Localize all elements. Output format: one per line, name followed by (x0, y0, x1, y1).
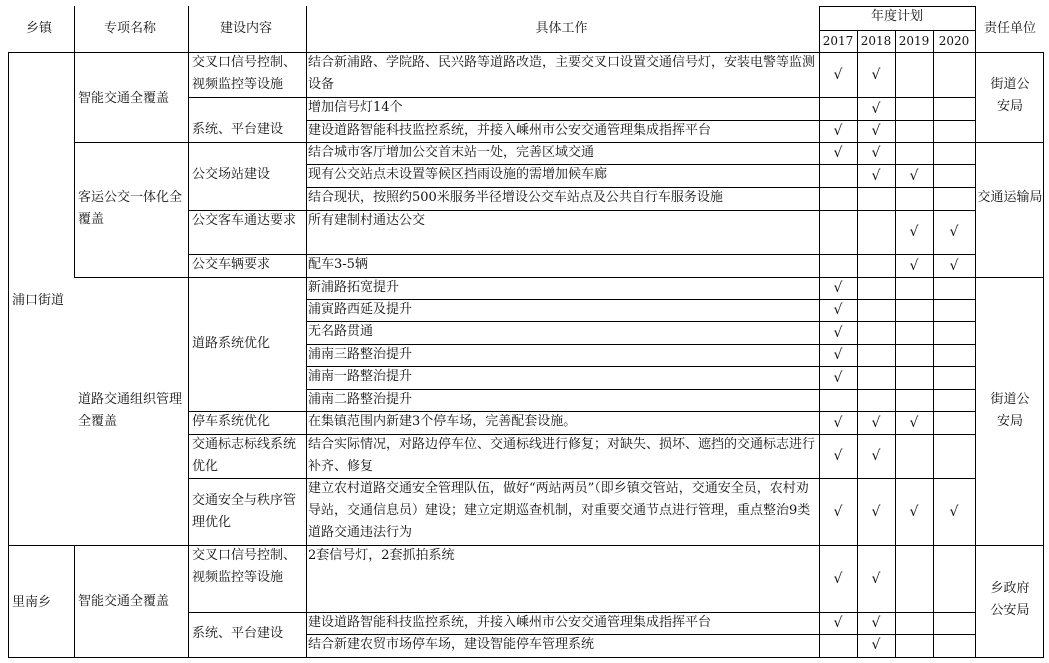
grid-line (306, 120, 976, 121)
plan-check-mark: √ (871, 66, 881, 83)
grid-line (306, 97, 976, 98)
construction-bus-station: 公交场站建设 (192, 167, 271, 182)
work-item: 建设道路智能科技监控系统，并接入嵊州市公安交通管理集成指挥平台 (308, 123, 712, 138)
plan-check-mark: √ (833, 302, 843, 318)
work-item: 结合新浦路、学院路、民兴路等道路改造，主要交叉口设置交通信号灯，安装电警等监测设备 (308, 55, 816, 92)
work-item: 配车3-5辆 (308, 257, 368, 272)
grid-line (188, 434, 307, 435)
grid-line (8, 52, 9, 658)
grid-line (306, 299, 976, 300)
work-item: 建立农村道路交通安全管理队伍，做好“两站两员”（即乡镇交管站，交通安全员，农村劝导站，交通信息员）建设；建立定期巡查机制，对重要交通节点进行管理，重点整治9类道路交通违法行为 (308, 481, 811, 540)
plan-check-mark: √ (949, 257, 959, 274)
header-project: 专项名称 (103, 21, 156, 36)
plan-check-mark: √ (833, 414, 843, 431)
grid-line (306, 612, 976, 613)
grid-line (8, 545, 75, 546)
plan-check-mark: √ (833, 448, 843, 464)
plan-check-mark: √ (909, 414, 919, 431)
plan-check-mark: √ (833, 280, 843, 296)
work-item: 结合实际情况，对路边停车位、交通标线进行修复；对缺失、损坏、遮挡的交通标志进行补齐、修复 (308, 437, 816, 474)
plan-check-mark: √ (909, 224, 919, 240)
plan-check-mark: √ (871, 145, 881, 161)
plan-check-mark: √ (833, 570, 843, 587)
project-bus-integration: 客运公交一体化全覆盖 (78, 190, 183, 227)
grid-line (74, 545, 75, 658)
grid-line (188, 97, 307, 98)
plan-check-mark: √ (909, 257, 919, 274)
grid-line (306, 321, 976, 322)
grid-line (306, 366, 976, 367)
header-township: 乡镇 (25, 21, 52, 36)
grid-line (188, 254, 307, 255)
construction-bus-access: 公交客车通达要求 (192, 213, 297, 228)
grid-line (306, 634, 976, 635)
plan-check-mark: √ (871, 123, 881, 139)
grid-line (306, 164, 976, 165)
plan-check-mark: √ (871, 570, 881, 587)
plan-check-mark: √ (871, 414, 881, 431)
grid-line (306, 277, 976, 278)
grid-line (188, 612, 307, 613)
work-item: 现有公交站点未设置等候区挡雨设施的需增加候车廊 (308, 167, 608, 182)
work-item: 2套信号灯，2套抓拍系统 (308, 548, 455, 563)
responsible-transport-bureau: 交通运输局 (977, 190, 1043, 205)
grid-line (975, 545, 1044, 546)
work-item: 所有建制村通达公交 (308, 213, 426, 228)
grid-line (188, 411, 307, 412)
work-item: 增加信号灯14个 (308, 100, 403, 115)
header-year-2018: 2018 (860, 34, 892, 48)
grid-line (74, 6, 75, 53)
grid-line (74, 277, 189, 278)
grid-line (306, 344, 976, 345)
construction-parking-system: 停车系统优化 (192, 414, 271, 429)
construction-system-platform-linan: 系统、平台建设 (192, 626, 284, 641)
grid-line (8, 52, 1044, 53)
grid-line (857, 30, 858, 658)
plan-check-mark: √ (833, 66, 843, 83)
grid-line (306, 254, 976, 255)
grid-line (74, 545, 189, 546)
plan-check-mark: √ (833, 369, 843, 386)
plan-check-mark: √ (949, 503, 959, 520)
plan-check-mark: √ (833, 123, 843, 139)
work-item: 建设道路智能科技监控系统，并接入嵊州市公安交通管理集成指挥平台 (308, 615, 712, 630)
plan-check-mark: √ (909, 503, 919, 520)
construction-road-system: 道路系统优化 (192, 336, 271, 351)
work-item: 在集镇范围内新建3个停车场，完善配套设施。 (308, 414, 577, 429)
project-smart-traffic: 智能交通全覆盖 (78, 91, 170, 106)
grid-line (306, 187, 976, 188)
project-smart-traffic-linan: 智能交通全覆盖 (78, 594, 170, 609)
header-construction: 建设内容 (219, 21, 272, 36)
grid-line (188, 142, 307, 143)
header-year-2020: 2020 (938, 34, 970, 48)
grid-line (975, 142, 1044, 143)
work-item: 无名路贯通 (308, 324, 374, 339)
plan-check-mark: √ (909, 167, 919, 184)
grid-line (819, 6, 976, 7)
responsible-street-police: 街道公安局 (990, 77, 1030, 114)
grid-line (895, 30, 896, 658)
header-year-2017: 2017 (822, 34, 854, 48)
header-annual-plan: 年度计划 (870, 9, 923, 24)
plan-check-mark: √ (833, 145, 843, 161)
grid-line (306, 142, 976, 143)
work-item: 结合现状，按照约500米服务半径增设公交车站点及公共自行车服务设施 (308, 190, 723, 205)
construction-signal-control: 交叉口信号控制、视频监控等设施 (192, 55, 297, 92)
grid-line (188, 210, 307, 211)
grid-line (819, 6, 820, 658)
plan-check-mark: √ (833, 503, 843, 520)
grid-line (975, 277, 1044, 278)
construction-system-platform: 系统、平台建设 (192, 122, 284, 137)
grid-line (819, 30, 976, 31)
plan-check-mark: √ (833, 324, 843, 341)
grid-line (74, 142, 189, 143)
plan-check-mark: √ (833, 615, 843, 631)
grid-line (306, 478, 976, 479)
project-road-traffic-management: 道路交通组织管理全覆盖 (78, 392, 183, 429)
grid-line (306, 6, 307, 658)
header-year-2019: 2019 (898, 34, 930, 48)
work-item: 浦南三路整治提升 (308, 347, 413, 362)
plan-check-mark: √ (871, 100, 881, 117)
grid-line (74, 52, 75, 143)
grid-line (933, 30, 934, 658)
grid-line (188, 52, 189, 658)
grid-line (188, 277, 307, 278)
grid-line (306, 210, 976, 211)
plan-check-mark: √ (871, 503, 881, 520)
grid-line (74, 142, 75, 278)
work-item: 新浦路拓宽提升 (308, 280, 400, 295)
grid-line (975, 6, 976, 658)
township-pukou: 浦口街道 (12, 293, 65, 308)
construction-bus-vehicles: 公交车辆要求 (192, 257, 271, 272)
plan-check-mark: √ (871, 637, 881, 653)
grid-line (188, 6, 189, 53)
work-item: 浦南一路整治提升 (308, 369, 413, 384)
township-linan: 里南乡 (12, 595, 52, 610)
grid-line (306, 389, 976, 390)
construction-signal-control-linan: 交叉口信号控制、视频监控等设施 (192, 548, 297, 585)
construction-traffic-signs: 交通标志标线系统优化 (192, 437, 297, 474)
grid-line (188, 545, 307, 546)
plan-check-mark: √ (949, 224, 959, 240)
plan-check-mark: √ (871, 448, 881, 464)
plan-check-mark: √ (871, 167, 881, 184)
construction-safety-order: 交通安全与秩序管理优化 (192, 493, 297, 530)
header-work: 具体工作 (535, 21, 588, 36)
grid-line (8, 657, 1044, 658)
responsible-street-police-2: 街道公安局 (990, 392, 1030, 429)
grid-line (1043, 52, 1044, 658)
work-item: 浦南二路整治提升 (308, 392, 413, 407)
work-item: 浦寅路西延及提升 (308, 302, 413, 317)
plan-check-mark: √ (833, 347, 843, 363)
plan-check-mark: √ (871, 615, 881, 631)
work-item: 结合城市客厅增加公交首末站一处，完善区域交通 (308, 145, 595, 160)
header-responsible: 责任单位 (983, 21, 1036, 36)
grid-line (306, 545, 976, 546)
grid-line (306, 434, 976, 435)
grid-line (188, 478, 307, 479)
responsible-township-police: 乡政府公安局 (990, 581, 1030, 618)
grid-line (306, 411, 976, 412)
work-item: 结合新建农贸市场停车场，建设智能停车管理系统 (308, 637, 595, 652)
